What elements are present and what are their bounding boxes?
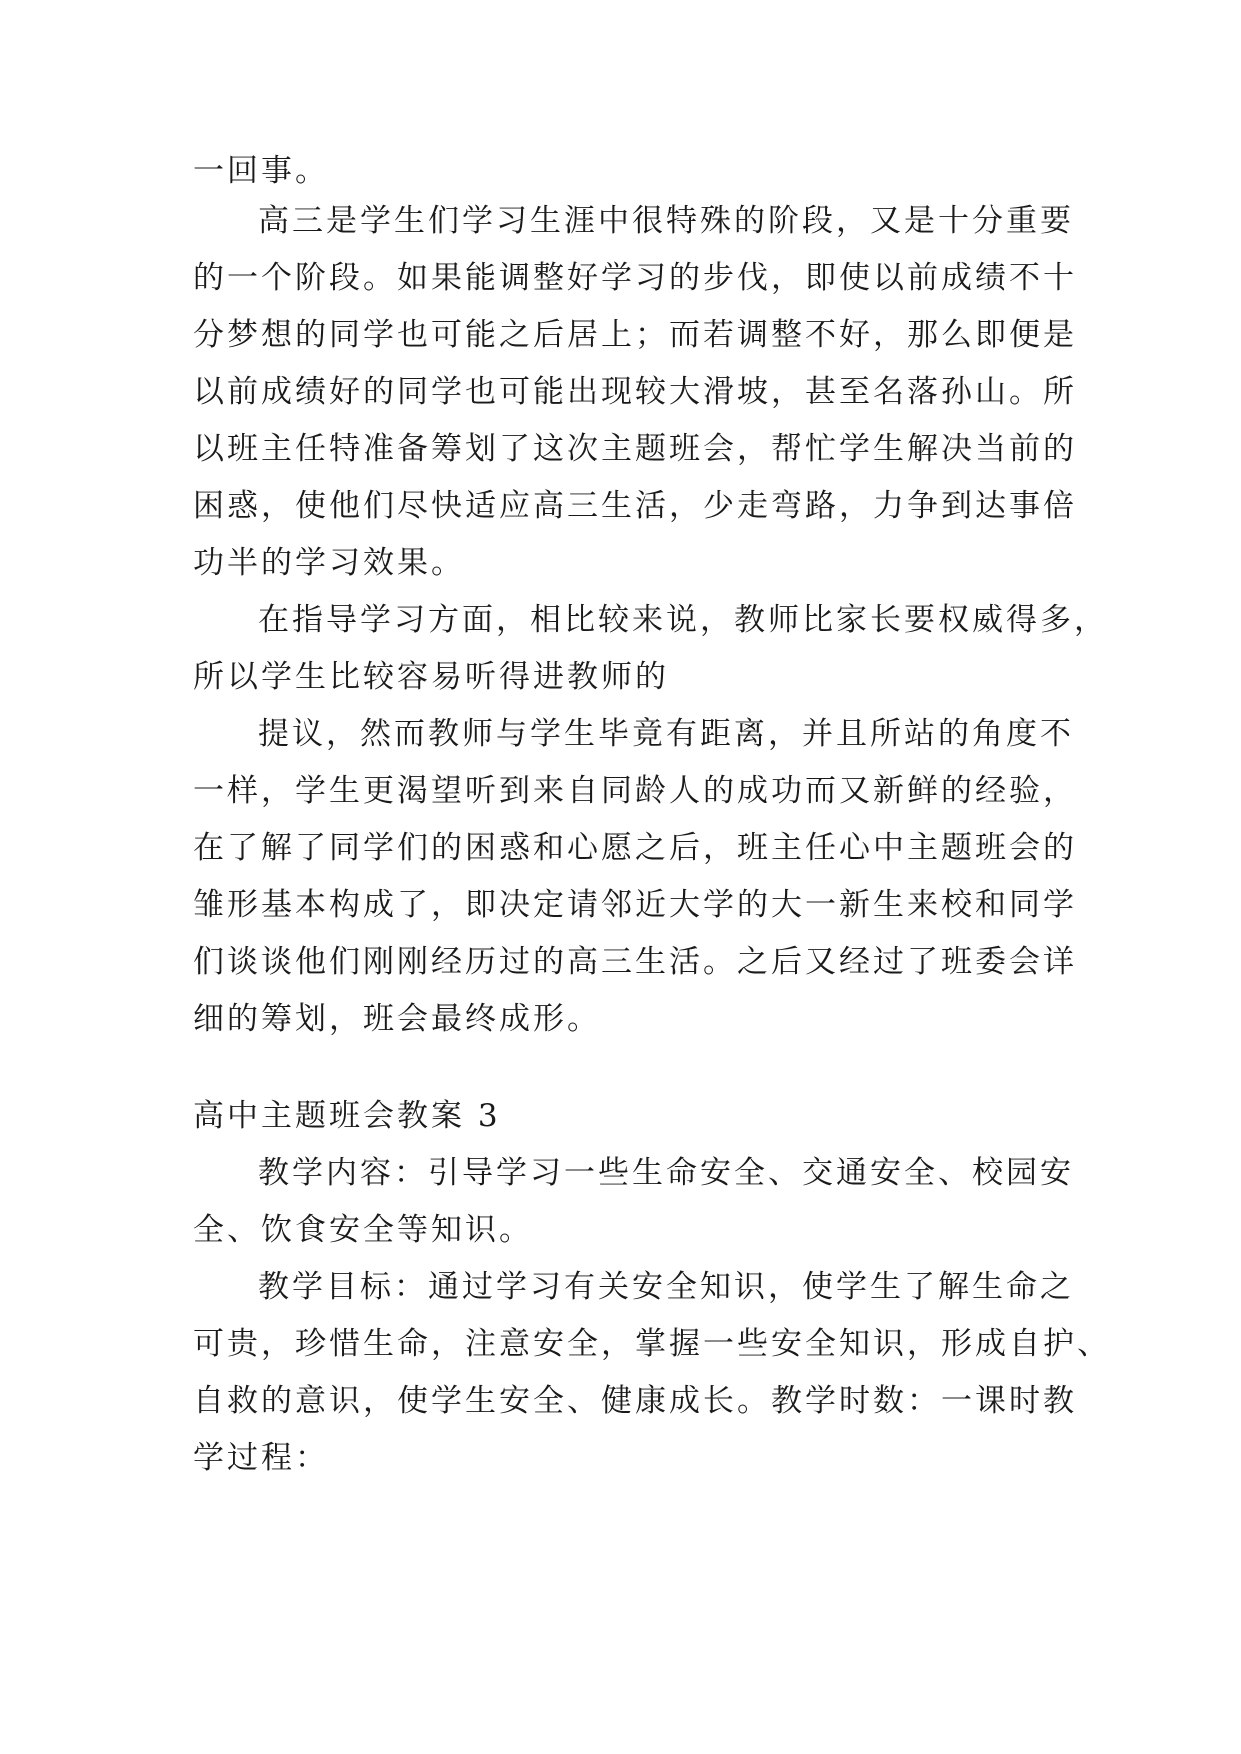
paragraph-first-line: 高三是学生们学习生涯中很特殊的阶段，又是十分重要 (258, 203, 1074, 239)
text-line: 一样，学生更渴望听到来自同龄人的成功而又新鲜的经验， (193, 773, 1077, 809)
text-line: 们谈谈他们刚刚经历过的高三生活。之后又经过了班委会详 (193, 944, 1077, 980)
text-line: 在了解了同学们的困惑和心愿之后，班主任心中主题班会的 (193, 830, 1077, 866)
paragraph-first-line: 在指导学习方面，相比较来说，教师比家长要权威得多， (258, 602, 1108, 638)
text-line: 可贵，珍惜生命，注意安全，掌握一些安全知识，形成自护、 (193, 1326, 1111, 1362)
text-line: 雏形基本构成了，即决定请邻近大学的大一新生来校和同学 (193, 887, 1077, 923)
section-heading: 高中主题班会教案 3 (193, 1098, 501, 1134)
text-line: 以班主任特准备筹划了这次主题班会，帮忙学生解决当前的 (193, 431, 1077, 467)
text-line: 功半的学习效果。 (193, 545, 465, 581)
text-line: 困惑，使他们尽快适应高三生活，少走弯路，力争到达事倍 (193, 488, 1077, 524)
text-line: 一回事。 (193, 153, 329, 189)
paragraph-first-line: 教学目标：通过学习有关安全知识，使学生了解生命之 (258, 1269, 1074, 1305)
text-line: 细的筹划，班会最终成形。 (193, 1001, 601, 1037)
text-line: 学过程： (193, 1440, 329, 1476)
text-line: 的一个阶段。如果能调整好学习的步伐，即使以前成绩不十 (193, 260, 1077, 296)
paragraph-first-line: 教学内容：引导学习一些生命安全、交通安全、校园安 (258, 1155, 1074, 1191)
text-line: 分梦想的同学也可能之后居上；而若调整不好，那么即便是 (193, 317, 1077, 353)
text-line: 全、饮食安全等知识。 (193, 1212, 533, 1248)
text-line: 所以学生比较容易听得进教师的 (193, 659, 669, 695)
paragraph-first-line: 提议，然而教师与学生毕竟有距离，并且所站的角度不 (258, 716, 1074, 752)
text-line: 自救的意识，使学生安全、健康成长。教学时数：一课时教 (193, 1383, 1077, 1419)
text-line: 以前成绩好的同学也可能出现较大滑坡，甚至名落孙山。所 (193, 374, 1077, 410)
